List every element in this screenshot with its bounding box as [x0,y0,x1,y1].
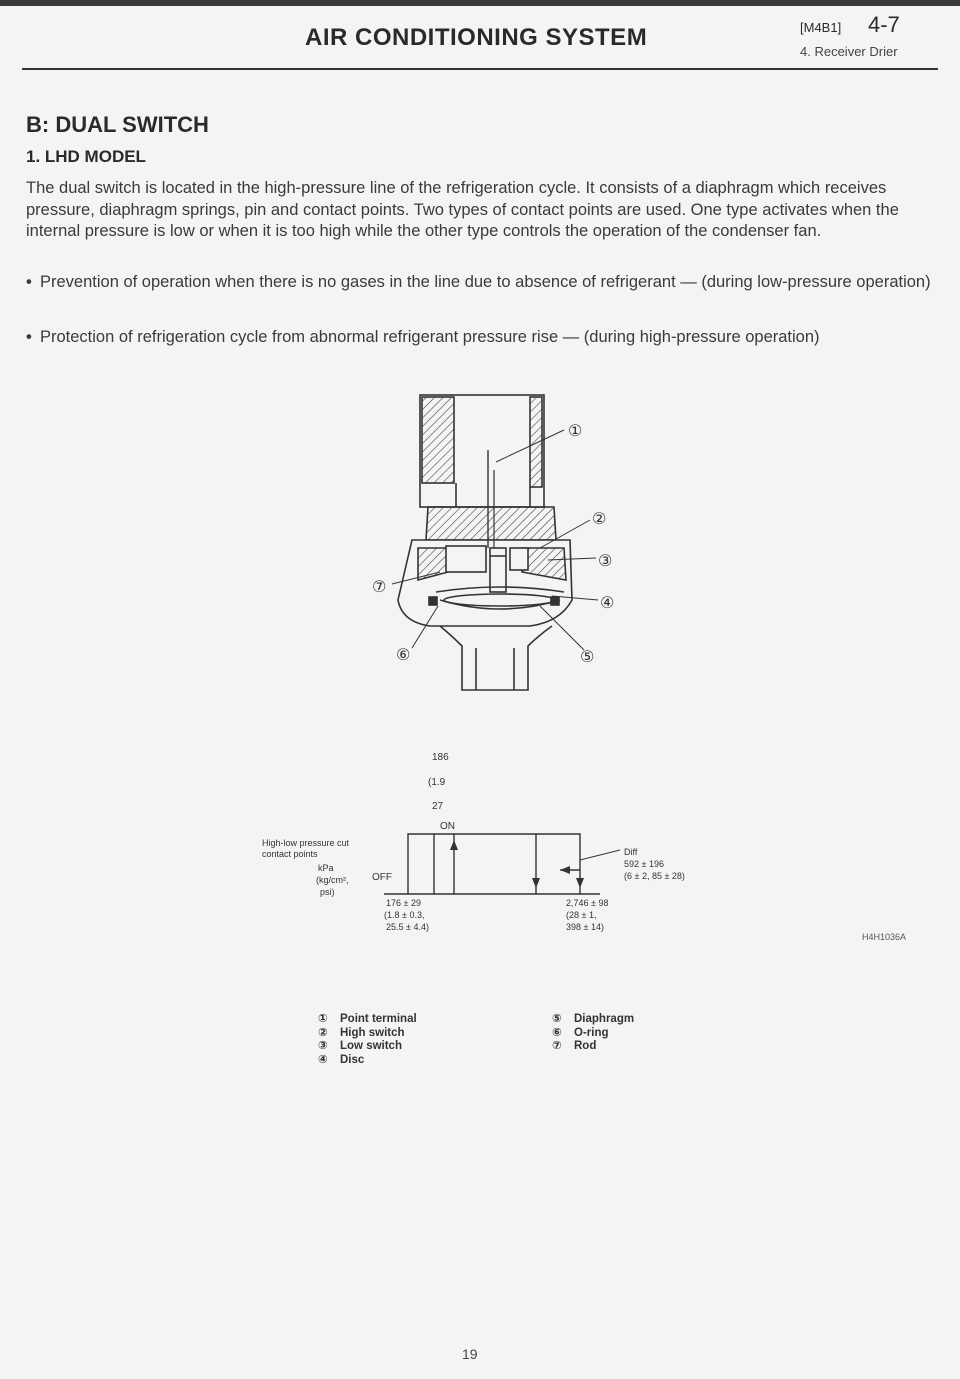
arrow-down-icon [532,878,540,888]
graph-high-2: (28 ± 1, [566,910,597,920]
legend-right [552,1013,634,1054]
subsection-title: 1. LHD MODEL [26,147,146,166]
figure-id: H4H1036A [862,932,907,942]
graph-units-1: kPa [318,863,334,873]
graph-diff-3: (6 ± 2, 85 ± 28) [624,871,685,881]
callout-5: ⑤ [580,649,595,666]
graph-low-1: 176 ± 29 [386,898,421,908]
legend-item: ⑤ Diaphragm [552,1013,635,1025]
dual-switch-diagram [0,380,960,700]
header-rule [22,68,938,70]
graph-top-value: 186 [432,752,449,763]
graph-diff-2: 592 ± 196 [624,859,664,869]
callout-6: ⑥ [396,647,411,664]
legend-item: ③ Low switch [318,1040,402,1052]
bullet-icon: • [26,273,32,291]
graph-units-3: psi) [320,887,335,897]
arrow-up-icon [450,840,458,850]
graph-off-label: OFF [372,872,392,883]
bullet-item: • Protection of refrigeration cycle from abnormal refrigerant pressure rise — (during high-pressure operation) [26,327,938,349]
callout-1: ① [568,423,583,440]
intro-paragraph: The dual switch is located in the high-pressure line of the refrigeration cycle. It consists of a diaphragm which receives pressure, diaphragm springs, pin and contact points. Two types of contact points are used. One type activates when the internal pressure is low or when it is too high while the other type controls the operation of the condenser fan. [26,179,899,240]
legend-item: ④ Disc [318,1053,365,1066]
legend-item: ⑥ O-ring [552,1026,609,1039]
callout-4: ④ [600,595,615,612]
callout-3: ③ [598,553,613,570]
page-header-title: AIR CONDITIONING SYSTEM [305,24,648,51]
graph-high-1: 2,746 ± 98 [566,898,609,908]
section-title: B: DUAL SWITCH [26,112,209,137]
callout-2: ② [592,511,607,528]
graph-diff-1: Diff [624,847,638,857]
arrow-left-icon [560,866,570,874]
graph-top-value-2: (1.9 [428,777,446,788]
graph-low-3: 25.5 ± 4.4) [386,922,429,932]
bullet-item: • Prevention of operation when there is no gases in the line due to absence of refrigerant — (during low-pressure operation) [26,272,938,294]
header-subtitle: 4. Receiver Drier [800,44,898,59]
callout-7: ⑦ [372,579,387,596]
graph-units-2: (kg/cm², [316,875,349,885]
graph-top-value-3: 27 [432,801,444,812]
bullet-icon: • [26,328,32,346]
graph-ylabel-1: High-low pressure cut [262,838,350,848]
graph-ylabel-2: contact points [262,849,318,859]
graph-high-3: 398 ± 14) [566,922,604,932]
legend-left [318,1013,417,1067]
arrow-down-icon [576,878,584,888]
legend-item: ① Point terminal [318,1013,417,1025]
page-number: 19 [462,1346,478,1362]
pressure-switch-graph [0,720,960,960]
header-page-ref: 4-7 [868,12,900,37]
graph-on-label: ON [440,821,455,832]
graph-low-2: (1.8 ± 0.3, [384,910,425,920]
legend-item: ② High switch [318,1026,405,1039]
top-border [0,0,960,6]
header-code: [M4B1] [800,20,842,35]
legend-item: ⑦ Rod [552,1040,597,1052]
